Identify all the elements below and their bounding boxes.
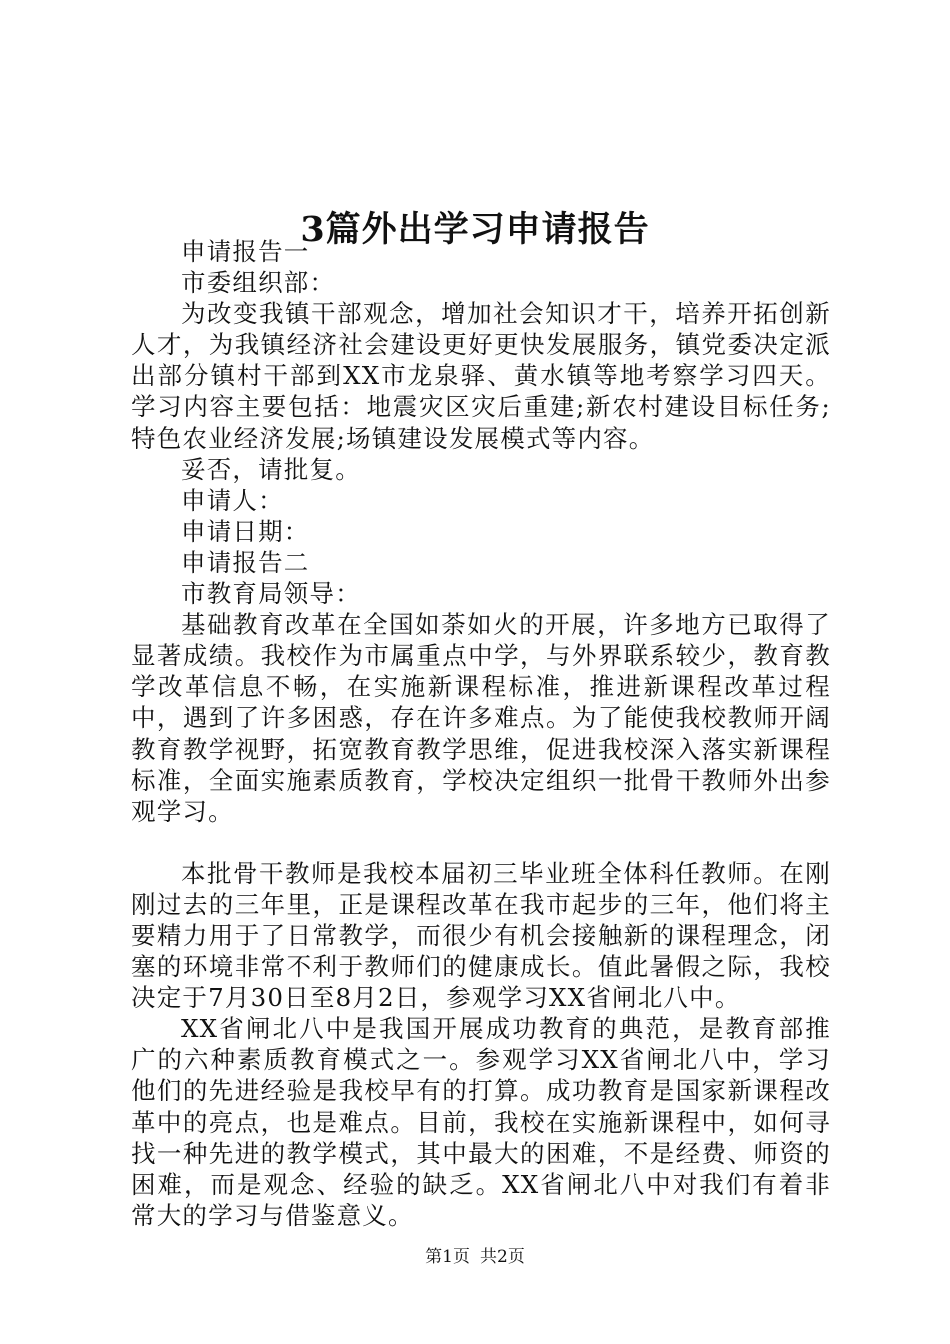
application-date-label: 申请日期： xyxy=(181,516,310,546)
body-paragraph: 基础教育改革在全国如荼如火的开展，许多地方已取得了显著成绩。我校作为市属重点中学，与外界联系较少，教育教学改革信息不畅，在实施新课程标准，推进新课程改革过程中，遇到了许多困惑，存在许多难点。为了能使我校教师开阔教育教学视野，拓宽教育教学思维，促进我校深入落实新课程标准，全面实施素质教育，学校决定组织一批骨干教师外出参观学习。 xyxy=(131,610,831,826)
document-body xyxy=(131,236,831,1231)
page-footer xyxy=(0,1245,950,1269)
section-heading-1: 申请报告一 xyxy=(181,237,310,266)
salutation-1: 市委组织部： xyxy=(181,268,336,298)
body-paragraph: XX省闸北八中是我国开展成功教育的典范，是教育部推广的六种素质教育模式之一。参观学习XX省闸北八中，学习他们的先进经验是我校早有的打算。成功教育是国家新课程改革中的亮点，也是难点。目前，我校在实施新课程中，如何寻找一种先进的教学模式，其中最大的困难，不是经费、师资的困难，而是观念、经验的缺乏。XX省闸北八中对我们有着非常大的学习与借鉴意义。 xyxy=(131,1014,831,1230)
section-heading-2: 申请报告二 xyxy=(181,547,310,577)
salutation-2: 市教育局领导： xyxy=(181,579,361,609)
page-number: 第1页 xyxy=(425,1247,470,1267)
page-total: 共2页 xyxy=(480,1247,525,1267)
closing-request: 妥否，请批复。 xyxy=(181,454,361,484)
applicant-label: 申请人： xyxy=(181,485,284,515)
body-paragraph: 为改变我镇干部观念，增加社会知识才干，培养开拓创新人才，为我镇经济社会建设更好更快发展服务，镇党委决定派出部分镇村干部到XX市龙泉驿、黄水镇等地考察学习四天。学习内容主要包括：地震灾区灾后重建;新农村建设目标任务;特色农业经济发展;场镇建设发展模式等内容。 xyxy=(131,299,831,453)
document-title: 3篇外出学习申请报告 xyxy=(300,209,650,251)
body-paragraph: 本批骨干教师是我校本届初三毕业班全体科任教师。在刚刚过去的三年里，正是课程改革在我市起步的三年，他们将主要精力用于了日常教学，而很少有机会接触新的课程理念，闭塞的环境非常不利于教师们的健康成长。值此暑假之际，我校决定于7月30日至8月2日，参观学习XX省闸北八中。 xyxy=(131,858,831,1013)
